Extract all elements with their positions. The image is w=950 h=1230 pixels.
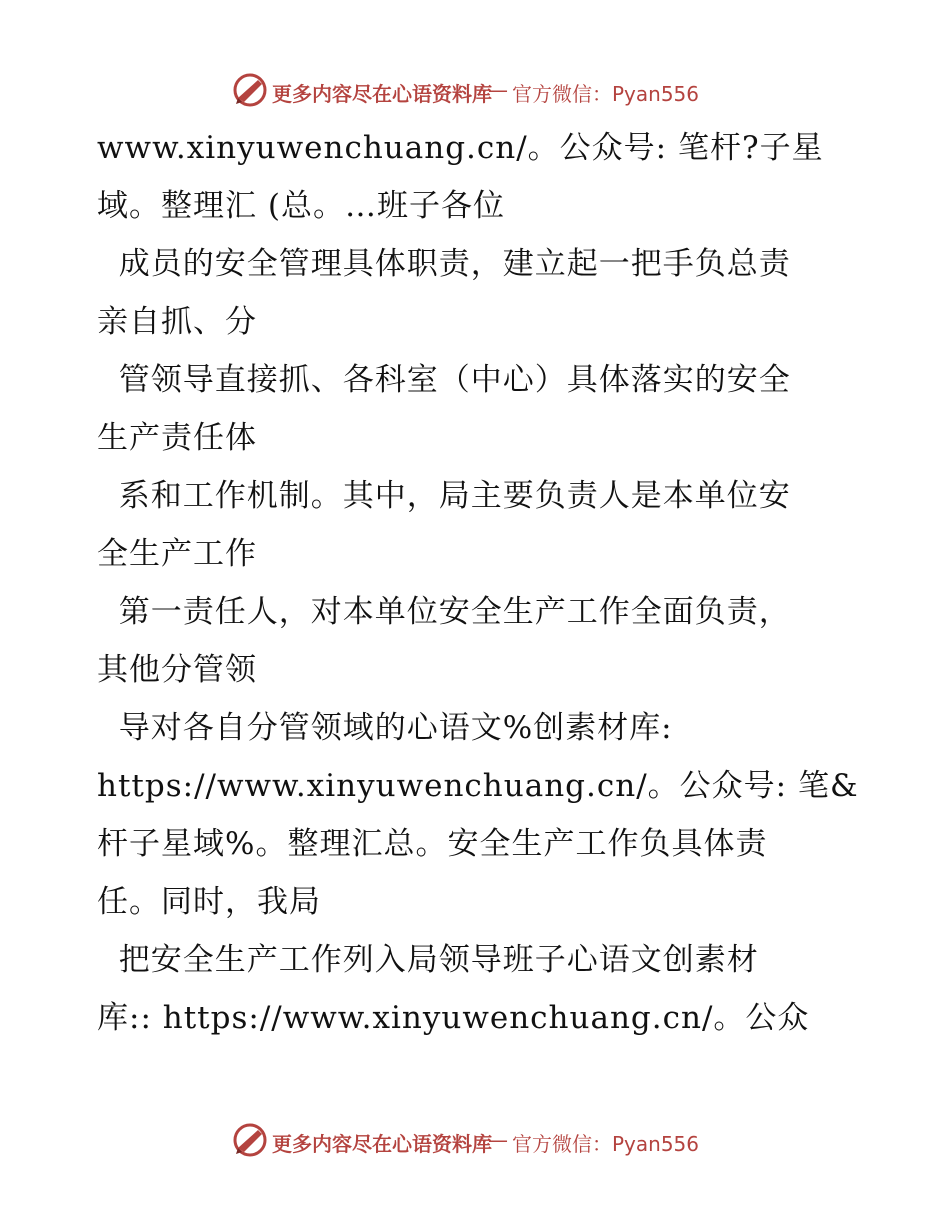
banner-official-wechat: 官方微信：Pyan556: [512, 82, 700, 106]
text-line: 第一责任人，对本单位安全生产工作全面负责，: [97, 594, 791, 630]
banner-official-wechat: 官方微信：Pyan556: [512, 1132, 700, 1156]
text-line: 系和工作机制。其中，局主要负责人是本单位安: [97, 478, 791, 514]
text-line: 亲自抓、分: [97, 304, 257, 340]
text-line: www.xinyuwenchuang.cn/。公众号: 笔杆?子星: [97, 130, 824, 166]
text-line: 把安全生产工作列入局领导班子心语文创素材: [97, 942, 759, 978]
text-line: 其他分管领: [97, 652, 257, 688]
text-line: 库:: https://www.xinyuwenchuang.cn/。公众: [97, 1000, 810, 1036]
text-line: 域。整理汇 (总。…班子各位: [97, 188, 505, 224]
text-line: 导对各自分管领域的心语文%创素材库:: [97, 710, 673, 746]
banner-brand-text: 更多内容尽在心语资料库: [272, 82, 492, 106]
text-line: 全生产工作: [97, 536, 257, 572]
banner-dash: —: [488, 1128, 508, 1152]
text-line: 管领导直接抓、各科室（中心）具体落实的安全: [97, 362, 791, 398]
header-banner: [0, 70, 950, 110]
text-line: 生产责任体: [97, 420, 257, 456]
text-line: 任。同时，我局: [97, 884, 321, 920]
pen-logo-icon: [232, 72, 268, 108]
pen-logo-icon: [232, 1122, 268, 1158]
text-line: https://www.xinyuwenchuang.cn/。公众号: 笔&: [97, 768, 859, 804]
footer-banner: [0, 1120, 950, 1160]
text-line: 成员的安全管理具体职责，建立起一把手负总责: [97, 246, 791, 282]
text-line: 杆子星域%。整理汇总。安全生产工作负具体责: [97, 826, 768, 862]
banner-brand-text: 更多内容尽在心语资料库: [272, 1132, 492, 1156]
banner-dash: —: [488, 78, 508, 102]
